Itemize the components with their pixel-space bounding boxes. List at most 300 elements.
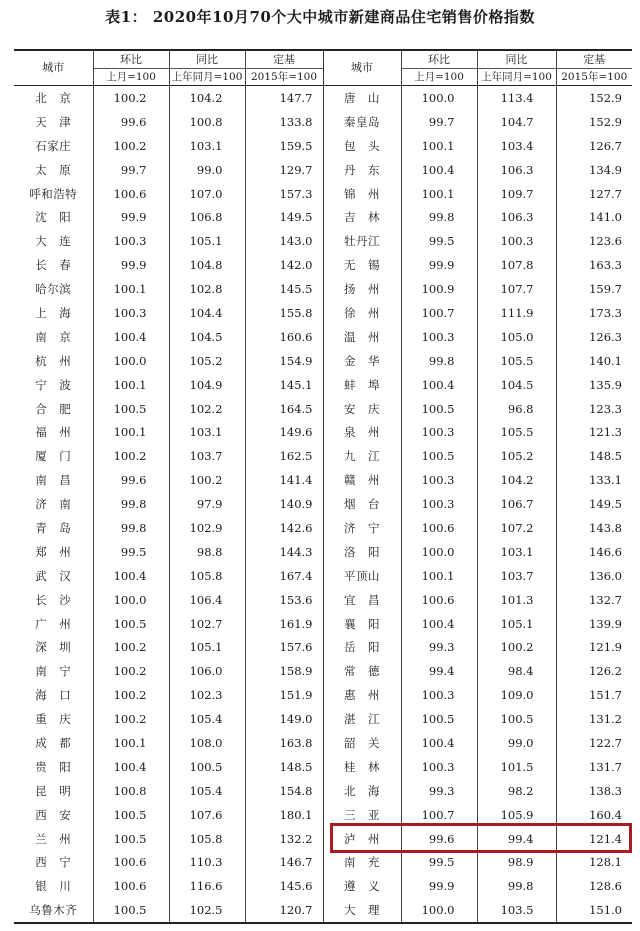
right-mom-value: 100.1 (401, 564, 477, 588)
right-yoy-value: 106.3 (477, 158, 556, 182)
table-row (14, 229, 632, 253)
table-row (14, 349, 632, 373)
right-mom-value: 100.4 (401, 373, 477, 397)
right-yoy-value: 105.9 (477, 803, 556, 827)
left-mom-value: 100.1 (93, 731, 169, 755)
left-mom-value: 99.5 (93, 540, 169, 564)
right-base-value: 138.3 (556, 779, 632, 803)
right-city-name: 安 庆 (323, 397, 401, 421)
table-row (14, 492, 632, 516)
right-yoy-value: 101.3 (477, 588, 556, 612)
left-base-value: 142.0 (245, 253, 323, 277)
left-mom-value: 100.1 (93, 373, 169, 397)
table-row (14, 420, 632, 444)
right-yoy-value: 106.7 (477, 492, 556, 516)
right-yoy-value: 103.7 (477, 564, 556, 588)
right-base-value: 152.9 (556, 86, 632, 110)
right-city-name: 丹 东 (323, 158, 401, 182)
right-city-name: 锦 州 (323, 182, 401, 206)
right-base-value: 141.0 (556, 205, 632, 229)
left-base-value: 129.7 (245, 158, 323, 182)
header-row (14, 50, 632, 69)
left-yoy-value: 100.2 (169, 468, 245, 492)
left-city-name: 郑 州 (35, 544, 72, 559)
left-yoy-value: 104.4 (169, 301, 245, 325)
left-yoy-value: 105.1 (169, 635, 245, 659)
left-yoy-value: 99.0 (169, 158, 245, 182)
right-mom-value: 99.4 (401, 659, 477, 683)
right-base-value: 133.1 (556, 468, 632, 492)
right-city-name: 无 锡 (323, 253, 401, 277)
right-city-name: 温 州 (323, 325, 401, 349)
left-yoy-value: 105.8 (169, 827, 245, 851)
left-city-name: 宁 波 (35, 377, 72, 392)
right-yoy-value: 98.4 (477, 659, 556, 683)
right-base-value: 152.9 (556, 110, 632, 134)
left-yoy-value: 106.8 (169, 205, 245, 229)
right-base-value: 163.3 (556, 253, 632, 277)
left-yoy-value: 105.4 (169, 779, 245, 803)
price-index-table-wrapper (14, 49, 632, 924)
table-row (14, 158, 632, 182)
right-mom-value: 100.1 (401, 182, 477, 206)
right-yoy-value: 98.2 (477, 779, 556, 803)
left-base-value: 143.0 (245, 229, 323, 253)
subheader-base-right: 2015年=100 (556, 69, 632, 86)
right-mom-value: 100.3 (401, 420, 477, 444)
right-base-value: 123.3 (556, 397, 632, 421)
left-yoy-value: 103.1 (169, 420, 245, 444)
table-row (14, 588, 632, 612)
left-base-value: 158.9 (245, 659, 323, 683)
left-base-value: 145.5 (245, 277, 323, 301)
table-row (14, 683, 632, 707)
table-row (14, 898, 632, 923)
left-yoy-value: 102.8 (169, 277, 245, 301)
right-base-value: 126.2 (556, 659, 632, 683)
right-city-name: 包 头 (323, 134, 401, 158)
subheader-mom-right: 上月=100 (401, 69, 477, 86)
table-row (14, 444, 632, 468)
right-base-value: 135.9 (556, 373, 632, 397)
price-index-table (14, 49, 632, 924)
left-yoy-value: 104.2 (169, 86, 245, 110)
right-city-name: 韶 关 (323, 731, 401, 755)
left-base-value: 153.6 (245, 588, 323, 612)
table-row (14, 612, 632, 636)
right-base-value: 126.7 (556, 134, 632, 158)
right-mom-value: 100.5 (401, 397, 477, 421)
right-city-name: 烟 台 (323, 492, 401, 516)
left-city-name: 杭 州 (35, 353, 72, 368)
right-mom-value: 99.8 (401, 205, 477, 229)
right-mom-value: 100.0 (401, 86, 477, 110)
right-yoy-value: 107.8 (477, 253, 556, 277)
table-row (14, 755, 632, 779)
left-city-name: 武 汉 (35, 568, 72, 583)
table-row (14, 564, 632, 588)
table-row (14, 874, 632, 898)
left-city-name: 呼和浩特 (29, 186, 78, 201)
left-mom-value: 99.9 (93, 205, 169, 229)
right-yoy-value: 99.8 (477, 874, 556, 898)
right-yoy-value: 104.7 (477, 110, 556, 134)
right-mom-value: 100.0 (401, 540, 477, 564)
right-city-name: 吉 林 (323, 205, 401, 229)
left-city-name: 长 春 (35, 258, 72, 273)
right-base-value: 151.7 (556, 683, 632, 707)
left-yoy-value: 116.6 (169, 874, 245, 898)
table-row (14, 851, 632, 875)
left-base-value: 149.5 (245, 205, 323, 229)
table-row (14, 301, 632, 325)
left-mom-value: 100.5 (93, 898, 169, 923)
table-title: 表1： 2020年10月70个大中城市新建商品住宅销售价格指数 (105, 8, 535, 26)
right-city-name: 秦皇岛 (323, 110, 401, 134)
right-mom-value: 99.3 (401, 779, 477, 803)
left-mom-value: 100.5 (93, 397, 169, 421)
left-city-name: 大 连 (35, 234, 72, 249)
left-base-value: 144.3 (245, 540, 323, 564)
right-mom-value: 99.7 (401, 110, 477, 134)
right-city-name: 常 德 (323, 659, 401, 683)
right-base-value: 160.4 (556, 803, 632, 827)
left-city-name: 青 岛 (35, 520, 72, 535)
right-city-name: 三 亚 (323, 803, 401, 827)
left-mom-value: 100.2 (93, 683, 169, 707)
left-city-name: 济 南 (35, 497, 72, 512)
right-yoy-value: 105.1 (477, 612, 556, 636)
left-city-name: 海 口 (35, 688, 72, 703)
right-city-name: 宜 昌 (323, 588, 401, 612)
left-mom-value: 100.2 (93, 444, 169, 468)
left-mom-value: 99.7 (93, 158, 169, 182)
right-base-value: 131.7 (556, 755, 632, 779)
header-base-left: 定基 (245, 50, 323, 69)
right-city-name: 牡丹江 (323, 229, 401, 253)
left-city-name: 南 京 (35, 329, 72, 344)
right-mom-value: 100.3 (401, 468, 477, 492)
left-mom-value: 99.8 (93, 492, 169, 516)
right-mom-value: 100.3 (401, 683, 477, 707)
right-city-name: 金 华 (323, 349, 401, 373)
table-row (14, 779, 632, 803)
left-yoy-value: 106.4 (169, 588, 245, 612)
left-base-value: 162.5 (245, 444, 323, 468)
left-city-name: 石家庄 (35, 138, 72, 153)
left-city-name: 贵 阳 (35, 759, 72, 774)
right-base-value: 127.7 (556, 182, 632, 206)
table-row (14, 540, 632, 564)
left-base-value: 149.0 (245, 707, 323, 731)
table-row (14, 182, 632, 206)
right-mom-value: 100.3 (401, 492, 477, 516)
left-city-name: 北 京 (35, 90, 72, 105)
left-base-value: 157.3 (245, 182, 323, 206)
left-base-value: 132.2 (245, 827, 323, 851)
right-mom-value: 99.9 (401, 253, 477, 277)
right-mom-value: 99.5 (401, 229, 477, 253)
left-mom-value: 100.2 (93, 635, 169, 659)
right-yoy-value: 103.1 (477, 540, 556, 564)
right-base-value: 131.2 (556, 707, 632, 731)
subheader-yoy-left: 上年同月=100 (169, 69, 245, 86)
right-yoy-value: 99.0 (477, 731, 556, 755)
left-city-name: 哈尔滨 (35, 282, 72, 297)
left-yoy-value: 108.0 (169, 731, 245, 755)
left-base-value: 140.9 (245, 492, 323, 516)
right-mom-value: 99.8 (401, 349, 477, 373)
table-row (14, 205, 632, 229)
left-mom-value: 100.8 (93, 779, 169, 803)
header-mom-left: 环比 (93, 50, 169, 69)
left-base-value: 155.8 (245, 301, 323, 325)
left-city-name: 天 津 (35, 114, 72, 129)
left-base-value: 163.8 (245, 731, 323, 755)
left-base-value: 160.6 (245, 325, 323, 349)
left-yoy-value: 102.3 (169, 683, 245, 707)
left-base-value: 141.4 (245, 468, 323, 492)
right-base-value: 143.8 (556, 516, 632, 540)
left-base-value: 161.9 (245, 612, 323, 636)
right-yoy-value: 100.2 (477, 635, 556, 659)
right-mom-value: 99.6 (401, 827, 477, 851)
left-mom-value: 100.6 (93, 874, 169, 898)
left-yoy-value: 104.5 (169, 325, 245, 349)
left-mom-value: 100.3 (93, 229, 169, 253)
right-base-value: 121.9 (556, 635, 632, 659)
left-mom-value: 100.3 (93, 301, 169, 325)
left-city-name: 广 州 (35, 616, 72, 631)
right-city-name: 惠 州 (323, 683, 401, 707)
left-city-name: 乌鲁木齐 (14, 898, 93, 923)
right-city-name: 蚌 埠 (323, 373, 401, 397)
right-city-name: 襄 阳 (323, 612, 401, 636)
left-city-name: 沈 阳 (35, 210, 72, 225)
left-base-value: 167.4 (245, 564, 323, 588)
left-base-value: 154.8 (245, 779, 323, 803)
left-city-name: 合 肥 (35, 401, 72, 416)
subheader-mom-left: 上月=100 (93, 69, 169, 86)
left-city-name: 昆 明 (35, 783, 72, 798)
left-mom-value: 99.6 (93, 110, 169, 134)
header-yoy-left: 同比 (169, 50, 245, 69)
left-base-value: 151.9 (245, 683, 323, 707)
left-mom-value: 100.5 (93, 612, 169, 636)
right-base-value: 149.5 (556, 492, 632, 516)
right-base-value: 126.3 (556, 325, 632, 349)
right-mom-value: 100.4 (401, 612, 477, 636)
left-base-value: 145.6 (245, 874, 323, 898)
left-city-name: 重 庆 (35, 712, 72, 727)
table-row (14, 659, 632, 683)
left-mom-value: 100.0 (93, 349, 169, 373)
left-mom-value: 99.6 (93, 468, 169, 492)
left-base-value: 157.6 (245, 635, 323, 659)
left-city-name: 南 昌 (35, 473, 72, 488)
subheader-yoy-right: 上年同月=100 (477, 69, 556, 86)
table-body (14, 86, 632, 924)
right-city-name: 赣 州 (323, 468, 401, 492)
right-mom-value: 99.5 (401, 851, 477, 875)
left-yoy-value: 104.9 (169, 373, 245, 397)
right-city-name: 唐 山 (323, 86, 401, 110)
left-city-name: 深 圳 (35, 640, 72, 655)
right-city-name: 大 理 (323, 898, 401, 923)
right-yoy-value: 107.2 (477, 516, 556, 540)
right-city-name: 泉 州 (323, 420, 401, 444)
right-mom-value: 100.3 (401, 755, 477, 779)
left-yoy-value: 98.8 (169, 540, 245, 564)
left-mom-value: 99.8 (93, 516, 169, 540)
right-city-name: 岳 阳 (323, 635, 401, 659)
right-yoy-value: 98.9 (477, 851, 556, 875)
left-mom-value: 100.5 (93, 803, 169, 827)
left-mom-value: 100.1 (93, 420, 169, 444)
right-city-name: 桂 林 (323, 755, 401, 779)
left-base-value: 149.6 (245, 420, 323, 444)
right-base-value: 121.4 (556, 827, 632, 851)
right-mom-value: 100.5 (401, 444, 477, 468)
right-mom-value: 100.5 (401, 707, 477, 731)
right-city-name: 湛 江 (323, 707, 401, 731)
right-base-value: 128.1 (556, 851, 632, 875)
left-base-value: 180.1 (245, 803, 323, 827)
right-yoy-value: 107.7 (477, 277, 556, 301)
left-yoy-value: 107.6 (169, 803, 245, 827)
table-row (14, 110, 632, 134)
right-yoy-value: 113.4 (477, 86, 556, 110)
right-yoy-value: 106.3 (477, 205, 556, 229)
left-mom-value: 100.4 (93, 325, 169, 349)
right-city-name: 济 宁 (323, 516, 401, 540)
right-mom-value: 100.9 (401, 277, 477, 301)
left-yoy-value: 104.8 (169, 253, 245, 277)
left-city-name: 西 安 (35, 807, 72, 822)
left-mom-value: 100.1 (93, 277, 169, 301)
header-mom-right: 环比 (401, 50, 477, 69)
right-mom-value: 100.1 (401, 134, 477, 158)
table-row (14, 325, 632, 349)
left-city-name: 银 川 (35, 879, 72, 894)
right-base-value: 136.0 (556, 564, 632, 588)
table-row (14, 707, 632, 731)
right-yoy-value: 99.4 (477, 827, 556, 851)
left-base-value: 159.5 (245, 134, 323, 158)
left-city-name: 福 州 (35, 425, 72, 440)
right-city-name: 北 海 (323, 779, 401, 803)
left-yoy-value: 100.8 (169, 110, 245, 134)
header-city-left: 城市 (42, 61, 65, 74)
left-base-value: 154.9 (245, 349, 323, 373)
right-yoy-value: 105.0 (477, 325, 556, 349)
header-yoy-right: 同比 (477, 50, 556, 69)
left-mom-value: 100.2 (93, 707, 169, 731)
left-yoy-value: 97.9 (169, 492, 245, 516)
left-city-name: 南 宁 (35, 664, 72, 679)
left-yoy-value: 107.0 (169, 182, 245, 206)
right-yoy-value: 104.5 (477, 373, 556, 397)
right-yoy-value: 96.8 (477, 397, 556, 421)
left-mom-value: 100.4 (93, 564, 169, 588)
left-mom-value: 100.6 (93, 182, 169, 206)
left-yoy-value: 103.7 (169, 444, 245, 468)
left-mom-value: 100.2 (93, 134, 169, 158)
right-base-value: 173.3 (556, 301, 632, 325)
left-yoy-value: 106.0 (169, 659, 245, 683)
left-yoy-value: 103.1 (169, 134, 245, 158)
left-yoy-value: 102.5 (169, 898, 245, 923)
right-base-value: 139.9 (556, 612, 632, 636)
right-yoy-value: 100.5 (477, 707, 556, 731)
right-base-value: 123.6 (556, 229, 632, 253)
subheader-base-left: 2015年=100 (245, 69, 323, 86)
table-row (14, 134, 632, 158)
left-city-name: 太 原 (35, 162, 72, 177)
right-city-name: 洛 阳 (323, 540, 401, 564)
right-mom-value: 100.4 (401, 158, 477, 182)
right-yoy-value: 103.5 (477, 898, 556, 923)
left-mom-value: 100.2 (93, 659, 169, 683)
left-mom-value: 100.4 (93, 755, 169, 779)
right-base-value: 148.5 (556, 444, 632, 468)
left-yoy-value: 105.2 (169, 349, 245, 373)
right-yoy-value: 103.4 (477, 134, 556, 158)
right-city-name: 平顶山 (323, 564, 401, 588)
right-base-value: 151.0 (556, 898, 632, 923)
left-city-name: 厦 门 (35, 449, 72, 464)
left-yoy-value: 102.9 (169, 516, 245, 540)
right-mom-value: 100.6 (401, 588, 477, 612)
right-mom-value: 100.4 (401, 731, 477, 755)
right-base-value: 140.1 (556, 349, 632, 373)
left-city-name: 长 沙 (35, 592, 72, 607)
right-city-name: 泸 州 (323, 827, 401, 851)
left-base-value: 164.5 (245, 397, 323, 421)
left-yoy-value: 102.7 (169, 612, 245, 636)
right-yoy-value: 104.2 (477, 468, 556, 492)
right-mom-value: 100.6 (401, 516, 477, 540)
right-yoy-value: 105.5 (477, 349, 556, 373)
left-mom-value: 100.6 (93, 851, 169, 875)
left-city-name: 上 海 (35, 305, 72, 320)
right-base-value: 128.6 (556, 874, 632, 898)
left-city-name: 西 宁 (35, 855, 72, 870)
left-yoy-value: 100.5 (169, 755, 245, 779)
left-base-value: 120.7 (245, 898, 323, 923)
left-mom-value: 100.5 (93, 827, 169, 851)
left-mom-value: 100.0 (93, 588, 169, 612)
right-mom-value: 100.3 (401, 325, 477, 349)
header-city-right: 城市 (323, 50, 401, 86)
left-city-name: 成 都 (35, 735, 72, 750)
right-city-name: 九 江 (323, 444, 401, 468)
right-yoy-value: 111.9 (477, 301, 556, 325)
right-yoy-value: 101.5 (477, 755, 556, 779)
right-base-value: 122.7 (556, 731, 632, 755)
left-yoy-value: 102.2 (169, 397, 245, 421)
table-row (14, 373, 632, 397)
left-base-value: 148.5 (245, 755, 323, 779)
left-base-value: 133.8 (245, 110, 323, 134)
table-row (14, 468, 632, 492)
left-base-value: 146.7 (245, 851, 323, 875)
left-city-name: 兰 州 (35, 831, 72, 846)
table-row (14, 827, 632, 851)
left-base-value: 147.7 (245, 86, 323, 110)
header-base-right: 定基 (556, 50, 632, 69)
right-yoy-value: 105.2 (477, 444, 556, 468)
